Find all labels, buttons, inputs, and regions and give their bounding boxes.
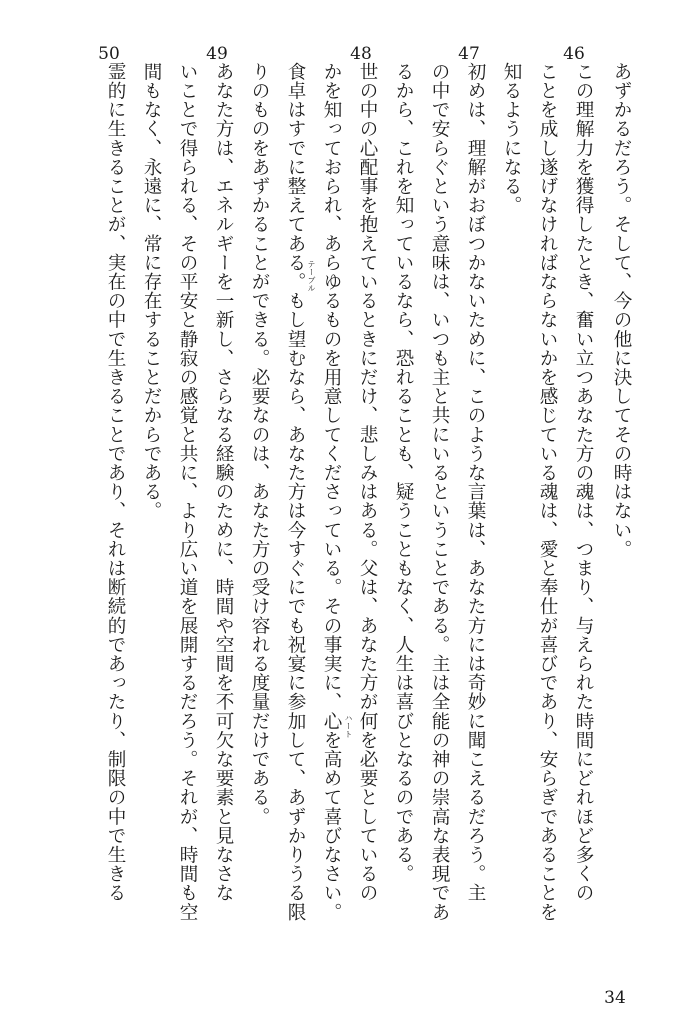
paragraph-number: 46 [563,44,585,64]
text-line: かを知っておられ、あらゆるものを用意してくださっている。その事実に、心を高めて喜びなさい。 [321,62,342,922]
text-line: 世の中の心配事を抱えているときにだけ、悲しみはある。父は、あなた方が何を必要としているの [357,62,378,903]
ruby-table: テーブル [307,260,316,292]
text-line: 間もなく、永遠に、常に存在することだからである。 [141,62,162,521]
paragraph-number: 50 [98,44,120,64]
text-line: 知るようになる。 [501,62,522,215]
text-line: この理解力を獲得したとき、奮い立つあなた方の魂は、つまり、与えられた時間にどれほど多くの [573,62,594,903]
text-line: あなた方は、エネルギーを一新し、さらなる経験のために、時間や空間を不可欠な要素と見なさな [213,62,234,903]
text-line: の中で安らぐという意味は、いつも主と共にいるということである。主は全能の神の崇高な表現であ [429,62,450,922]
ruby-heart: ハート [344,714,353,738]
paragraph-number: 49 [206,44,228,64]
paragraph-number: 48 [350,44,372,64]
text-line: 霊的に生きることが、実在の中で生きることであり、それは断続的であったり、制限の中で生きる [105,62,126,903]
page-number: 34 [604,988,626,1008]
paragraph-number: 47 [458,44,480,64]
text-line: るから、これを知っているなら、恐れることも、疑うこともなく、人生は喜びとなるのである。 [393,62,414,884]
text-line: いことで得られる、その平安と静寂の感覚と共に、より広い道を展開するだろう。それが、時間も空 [177,62,198,922]
text-line: あずかるだろう。そして、今の他に決してその時はない。 [611,62,632,559]
text-line: ことを成し遂げなければならないかを感じている魂は、愛と奉仕が喜びであり、安らぎであることを [537,62,558,922]
text-line: 食卓はすでに整えてある。もし望むなら、あなた方は今すぐにでも祝宴に参加して、あずかりうる限 [285,62,306,922]
text-line: りのものをあずかることができる。必要なのは、あなた方の受け容れる度量だけである。 [249,62,270,826]
text-line: 初めは、理解がおぼつかないために、このような言葉は、あなた方には奇妙に聞こえるだろう。主 [465,62,486,903]
